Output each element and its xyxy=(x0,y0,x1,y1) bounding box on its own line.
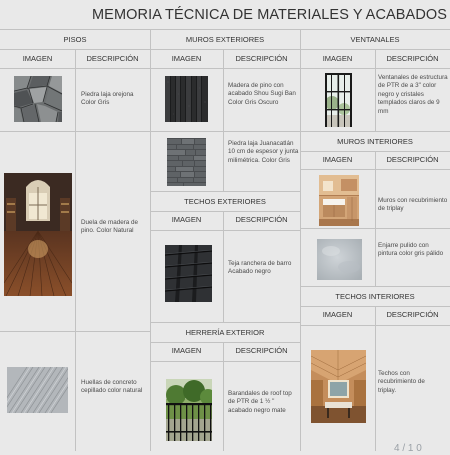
column-header-image: IMAGEN xyxy=(322,54,353,63)
divider xyxy=(150,131,300,132)
description-text: Teja ranchera de barro Acabado negro xyxy=(228,260,292,276)
section-title-muros-interiores: MUROS INTERIORES xyxy=(337,137,413,146)
divider xyxy=(375,151,376,286)
column-header-description: DESCRIPCIÓN xyxy=(86,54,139,63)
section-title-ventanales: VENTANALES xyxy=(350,35,400,44)
description-text: Barandales de roof top de PTR de 1 ½ " acabado negro mate xyxy=(228,390,292,414)
railing-image xyxy=(166,379,212,441)
column-header-description: DESCRIPCIÓN xyxy=(235,54,288,63)
section-title-muros-exteriores: MUROS EXTERIORES xyxy=(185,35,265,44)
roof-tile-image xyxy=(165,245,212,302)
column-header-description: DESCRIPCIÓN xyxy=(386,155,439,164)
section-title-techos-interiores: TECHOS INTERIORES xyxy=(335,292,415,301)
divider xyxy=(150,361,300,362)
description-text: Enjarre pulido con pintura color gris pálido xyxy=(378,242,444,258)
page-number: 4 / 1 0 xyxy=(394,443,422,454)
description-text: Muros con recubrimiento de triplay xyxy=(378,197,448,213)
page-title: MEMORIA TÉCNICA DE MATERIALES Y ACABADOS xyxy=(92,7,448,23)
description-text: Huellas de concreto cepillado color natural xyxy=(81,379,143,395)
column-header-description: DESCRIPCIÓN xyxy=(386,54,439,63)
section-title-pisos: PISOS xyxy=(63,35,87,44)
description-text: Techos con recubrimiento de triplay. xyxy=(378,370,425,394)
divider xyxy=(150,29,151,451)
stone-wall-image xyxy=(167,138,206,186)
divider xyxy=(75,49,76,451)
divider xyxy=(0,68,450,69)
window-frame-image xyxy=(325,73,352,127)
description-text: Duela de madera de pino. Color Natural xyxy=(81,219,139,235)
divider xyxy=(150,230,300,231)
column-header-image: IMAGEN xyxy=(322,310,353,319)
column-header-image: IMAGEN xyxy=(171,54,202,63)
wood-floor-image xyxy=(4,173,72,296)
column-header-description: DESCRIPCIÓN xyxy=(235,346,288,355)
stone-tile-image xyxy=(14,76,62,122)
charred-wood-image xyxy=(165,76,208,122)
plaster-image xyxy=(317,239,362,280)
plywood-ceiling-image xyxy=(311,350,366,423)
column-header-description: DESCRIPCIÓN xyxy=(235,215,288,224)
description-text: Piedra laja orejona Color Gris xyxy=(81,91,134,107)
divider xyxy=(300,29,301,451)
divider xyxy=(0,131,150,132)
column-header-image: IMAGEN xyxy=(22,54,53,63)
section-title-herreria-exterior: HERRERÍA EXTERIOR xyxy=(185,328,265,337)
column-header-image: IMAGEN xyxy=(171,346,202,355)
description-text: Piedra laja Juanacatlán 10 cm de espesor y junta milimétrica. Color Gris xyxy=(228,140,299,164)
divider xyxy=(300,169,450,170)
concrete-image xyxy=(7,367,68,413)
divider xyxy=(300,228,450,229)
section-title-techos-exteriores: TECHOS EXTERIORES xyxy=(184,197,266,206)
description-text: Madera de pino con acabado Shou Sugi Ban Color Gris Oscuro xyxy=(228,82,296,106)
divider xyxy=(375,306,376,451)
divider xyxy=(0,331,150,332)
column-header-description: DESCRIPCIÓN xyxy=(386,310,439,319)
column-header-image: IMAGEN xyxy=(171,215,202,224)
description-text: Ventanales de estructura de PTR de a 3" color negro y cristales templados claros de 9 mm xyxy=(378,74,448,115)
column-header-image: IMAGEN xyxy=(322,155,353,164)
divider xyxy=(223,49,224,191)
plywood-kitchen-image xyxy=(319,175,359,226)
divider xyxy=(300,325,450,326)
